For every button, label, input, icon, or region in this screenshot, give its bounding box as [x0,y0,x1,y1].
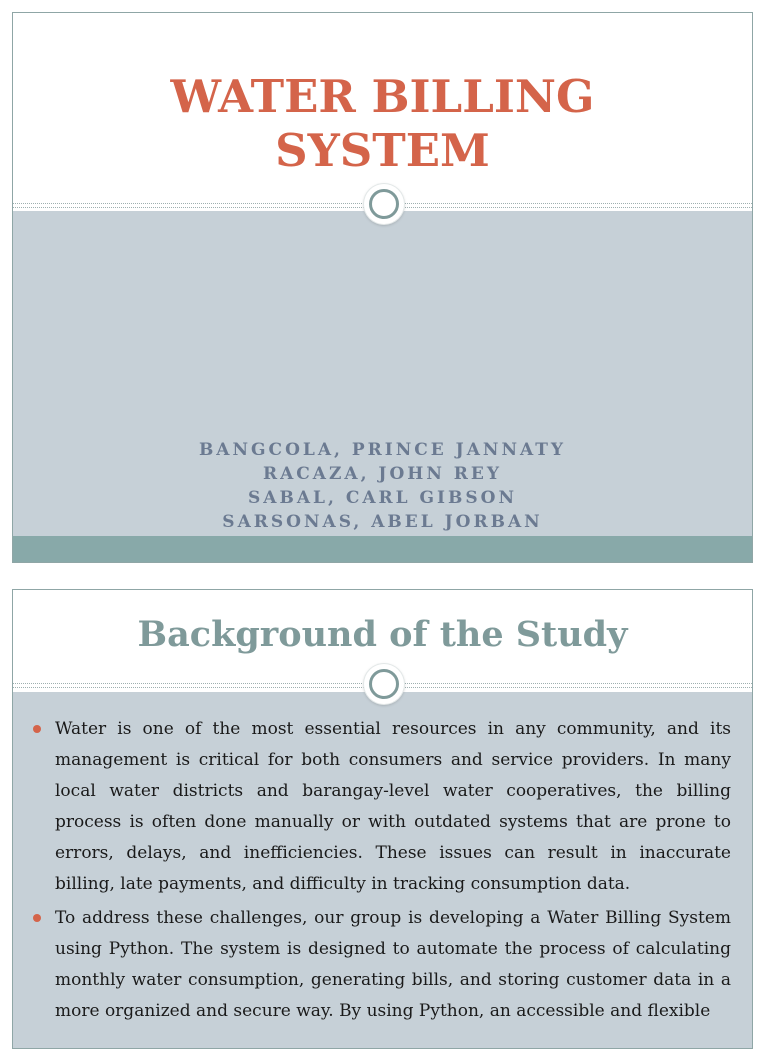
content-slide [12,589,753,1049]
author-name: SARSONAS, ABEL JORBAN [222,512,543,532]
circle-ornament-icon [364,184,404,224]
bullet-text: To address these challenges, our group is developing a Water Billing System using Python. The system is designed to automate the process of calculating monthly water consumption, generating bills, and storing customer data in a more organized and secure way. By using Python, an accessible and flexible [55,908,731,1021]
bullet-list [55,714,731,1030]
slide-title: Background of the Study [137,614,628,655]
title-line-2: SYSTEM [275,124,490,177]
title-line-1: WATER BILLING [170,70,595,123]
bullet-text: Water is one of the most essential resources in any community, and its management is critical for both consumers and service providers. In many local water districts and barangay-level water cooperatives, the billing process is often done manually or with outdated systems that are prone to errors, delays, and inefficiencies. These issues can result in inaccurate billing, late payments, and difficulty in tracking consumption data. [55,719,731,894]
author-name: BANGCOLA, PRINCE JANNATY [198,440,567,460]
content-area [13,692,752,1048]
bottom-accent-bar [13,536,752,562]
bullet-dot-icon [33,725,41,733]
circle-ornament-icon [364,664,404,704]
subtitle-area [13,211,752,536]
bullet-item [55,903,731,1027]
bullet-item [55,714,731,900]
title-slide [12,12,753,563]
title-area [13,13,752,203]
author-name: SABAL, CARL GIBSON [248,488,517,508]
presentation-title [13,70,752,178]
bullet-dot-icon [33,914,41,922]
author-name: RACAZA, JOHN REY [262,464,503,484]
